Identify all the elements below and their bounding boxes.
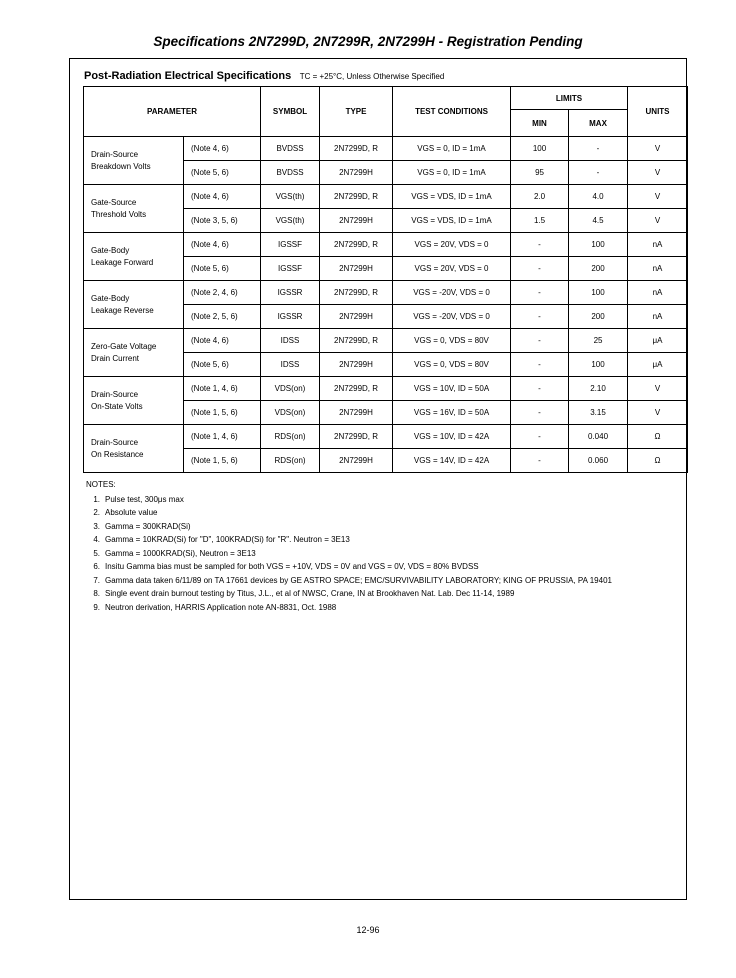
note-text: Neutron derivation, HARRIS Application note AN-8831, Oct. 1988: [105, 602, 337, 612]
units-cell: V: [628, 137, 688, 161]
parameter-name-line: Gate-Body: [91, 293, 130, 303]
type-cell: 2N7299D, R: [320, 185, 393, 209]
test-conditions-cell: VGS = 0, VDS = 80V: [393, 353, 511, 377]
symbol-cell: BVDSS: [261, 137, 320, 161]
max-cell: 100: [569, 233, 628, 257]
type-cell: 2N7299H: [320, 209, 393, 233]
notes-title: NOTES:: [86, 480, 116, 489]
type-cell: 2N7299D, R: [320, 233, 393, 257]
parameter-note: (Note 5, 6): [184, 353, 261, 377]
max-cell: -: [569, 161, 628, 185]
note-item: [86, 601, 685, 615]
header-units: UNITS: [628, 87, 688, 137]
note-text: Gamma = 1000KRAD(Si), Neutron = 3E13: [105, 548, 256, 558]
parameter-name-line: Zero-Gate Voltage: [91, 341, 157, 351]
symbol-cell: RDS(on): [261, 425, 320, 449]
max-cell: 4.5: [569, 209, 628, 233]
test-conditions-cell: VGS = 10V, ID = 50A: [393, 377, 511, 401]
type-cell: 2N7299H: [320, 449, 393, 473]
parameter-note: (Note 1, 4, 6): [184, 377, 261, 401]
note-number: 9.: [93, 602, 100, 612]
parameter-name: [84, 377, 184, 425]
parameter-name: [84, 233, 184, 281]
units-cell: μA: [628, 353, 688, 377]
type-cell: 2N7299D, R: [320, 329, 393, 353]
note-text: Absolute value: [105, 508, 158, 517]
note-item: [86, 533, 685, 547]
table-row: [84, 329, 688, 353]
parameter-name: [84, 185, 184, 233]
parameter-name-line: On Resistance: [91, 449, 144, 459]
note-text: Insitu Gamma bias must be sampled for both VGS = +10V, VDS = 0V and VGS = 0V, VDS = 80% BVDSS: [105, 562, 479, 571]
note-number: 5.: [93, 548, 100, 558]
parameter-name-line: Drain-Source: [91, 149, 139, 159]
test-conditions-cell: VGS = 14V, ID = 42A: [393, 449, 511, 473]
parameter-note: (Note 4, 6): [184, 137, 261, 161]
symbol-cell: VGS(th): [261, 209, 320, 233]
min-cell: -: [511, 233, 569, 257]
table-row: [84, 185, 688, 209]
min-cell: -: [511, 425, 569, 449]
min-cell: -: [511, 353, 569, 377]
header-test-conditions: TEST CONDITIONS: [393, 87, 511, 137]
symbol-cell: IGSSF: [261, 257, 320, 281]
max-cell: 0.060: [569, 449, 628, 473]
max-cell: -: [569, 137, 628, 161]
parameter-name-line: Leakage Forward: [91, 257, 154, 267]
note-number: 2.: [93, 508, 100, 517]
min-cell: -: [511, 401, 569, 425]
symbol-cell: IGSSR: [261, 281, 320, 305]
symbol-cell: IDSS: [261, 353, 320, 377]
note-item: [86, 493, 685, 507]
header-max: MAX: [569, 110, 628, 137]
units-cell: nA: [628, 257, 688, 281]
parameter-name-line: On-State Volts: [91, 401, 143, 411]
max-cell: 200: [569, 257, 628, 281]
note-number: 6.: [93, 562, 100, 571]
notes-list: [86, 493, 685, 615]
parameter-name-line: Leakage Reverse: [91, 305, 154, 315]
parameter-note: (Note 4, 6): [184, 329, 261, 353]
section-heading: [84, 66, 444, 84]
note-number: 7.: [93, 575, 100, 585]
table-row: [84, 281, 688, 305]
header-type: TYPE: [320, 87, 393, 137]
parameter-note: (Note 3, 5, 6): [184, 209, 261, 233]
symbol-cell: RDS(on): [261, 449, 320, 473]
note-number: 3.: [93, 521, 100, 531]
units-cell: nA: [628, 305, 688, 329]
note-item: [86, 560, 685, 574]
min-cell: -: [511, 281, 569, 305]
note-text: Gamma = 10KRAD(Si) for "D", 100KRAD(Si) for "R". Neutron = 3E13: [105, 535, 350, 544]
test-conditions-cell: VGS = -20V, VDS = 0: [393, 281, 511, 305]
max-cell: 4.0: [569, 185, 628, 209]
note-number: 8.: [93, 589, 100, 598]
test-conditions-cell: VGS = 0, ID = 1mA: [393, 137, 511, 161]
parameter-name-line: Gate-Source: [91, 197, 137, 207]
min-cell: 100: [511, 137, 569, 161]
units-cell: V: [628, 161, 688, 185]
parameter-note: (Note 5, 6): [184, 257, 261, 281]
type-cell: 2N7299H: [320, 353, 393, 377]
parameter-name-line: Drain Current: [91, 353, 140, 363]
type-cell: 2N7299D, R: [320, 137, 393, 161]
units-cell: V: [628, 209, 688, 233]
max-cell: 200: [569, 305, 628, 329]
symbol-cell: IGSSF: [261, 233, 320, 257]
parameter-note: (Note 4, 6): [184, 233, 261, 257]
test-conditions-cell: VGS = 0, VDS = 80V: [393, 329, 511, 353]
page-number: 12-96: [356, 925, 380, 935]
min-cell: -: [511, 257, 569, 281]
parameter-note: (Note 2, 4, 6): [184, 281, 261, 305]
min-cell: -: [511, 305, 569, 329]
table-row: [84, 377, 688, 401]
parameter-note: (Note 1, 5, 6): [184, 401, 261, 425]
note-text: Gamma data taken 6/11/89 on TA 17661 devices by GE ASTRO SPACE; EMC/SURVIVABILITY LABORATORY; KING OF PRUSSIA, PA 19401: [105, 575, 612, 585]
note-item: [86, 520, 685, 534]
header-parameter: PARAMETER: [84, 87, 261, 137]
note-number: 4.: [93, 535, 100, 544]
page-header-title: Specifications 2N7299D, 2N7299R, 2N7299H - Registration Pending: [153, 34, 583, 49]
note-item: [86, 547, 685, 561]
table-row: [84, 137, 688, 161]
units-cell: Ω: [628, 425, 688, 449]
table-row: [84, 233, 688, 257]
min-cell: -: [511, 449, 569, 473]
symbol-cell: VDS(on): [261, 401, 320, 425]
max-cell: 3.15: [569, 401, 628, 425]
spec-table: [83, 86, 688, 473]
units-cell: nA: [628, 281, 688, 305]
parameter-note: (Note 4, 6): [184, 185, 261, 209]
type-cell: 2N7299H: [320, 161, 393, 185]
notes-section: [86, 478, 685, 614]
parameter-note: (Note 5, 6): [184, 161, 261, 185]
note-item: [86, 574, 685, 588]
note-text: Pulse test, 300μs max: [105, 494, 184, 504]
header-symbol: SYMBOL: [261, 87, 320, 137]
min-cell: 2.0: [511, 185, 569, 209]
test-conditions-cell: VGS = 20V, VDS = 0: [393, 233, 511, 257]
parameter-note: (Note 2, 5, 6): [184, 305, 261, 329]
symbol-cell: VGS(th): [261, 185, 320, 209]
note-text: Gamma = 300KRAD(Si): [105, 521, 191, 531]
symbol-cell: VDS(on): [261, 377, 320, 401]
type-cell: 2N7299D, R: [320, 425, 393, 449]
min-cell: -: [511, 377, 569, 401]
test-conditions-cell: VGS = -20V, VDS = 0: [393, 305, 511, 329]
note-item: [86, 506, 685, 520]
units-cell: V: [628, 401, 688, 425]
header-min: MIN: [511, 110, 569, 137]
max-cell: 100: [569, 353, 628, 377]
test-conditions-cell: VGS = 0, ID = 1mA: [393, 161, 511, 185]
parameter-name: [84, 425, 184, 473]
units-cell: V: [628, 185, 688, 209]
test-conditions-cell: VGS = 20V, VDS = 0: [393, 257, 511, 281]
type-cell: 2N7299D, R: [320, 281, 393, 305]
parameter-name-line: Drain-Source: [91, 437, 139, 447]
min-cell: -: [511, 329, 569, 353]
max-cell: 25: [569, 329, 628, 353]
parameter-name-line: Gate-Body: [91, 245, 130, 255]
type-cell: 2N7299H: [320, 257, 393, 281]
test-conditions-cell: VGS = VDS, ID = 1mA: [393, 209, 511, 233]
type-cell: 2N7299D, R: [320, 377, 393, 401]
spec-table-body: [84, 137, 688, 473]
max-cell: 100: [569, 281, 628, 305]
units-cell: μA: [628, 329, 688, 353]
max-cell: 0.040: [569, 425, 628, 449]
symbol-cell: IGSSR: [261, 305, 320, 329]
parameter-name: [84, 281, 184, 329]
parameter-name-line: Threshold Volts: [91, 209, 147, 219]
parameter-name: [84, 329, 184, 377]
type-cell: 2N7299H: [320, 401, 393, 425]
test-conditions-cell: VGS = 10V, ID = 42A: [393, 425, 511, 449]
test-conditions-cell: VGS = VDS, ID = 1mA: [393, 185, 511, 209]
parameter-note: (Note 1, 4, 6): [184, 425, 261, 449]
type-cell: 2N7299H: [320, 305, 393, 329]
parameter-name: [84, 137, 184, 185]
section-subtitle: TC = +25°C, Unless Otherwise Specified: [299, 72, 445, 81]
symbol-cell: BVDSS: [261, 161, 320, 185]
units-cell: Ω: [628, 449, 688, 473]
min-cell: 1.5: [511, 209, 569, 233]
note-text: Single event drain burnout testing by Titus, J.L., et al of NWSC, Crane, IN at Brookhaven Nat. Lab. Dec 11-14, 1989: [105, 589, 515, 598]
units-cell: nA: [628, 233, 688, 257]
symbol-cell: IDSS: [261, 329, 320, 353]
units-cell: V: [628, 377, 688, 401]
test-conditions-cell: VGS = 16V, ID = 50A: [393, 401, 511, 425]
parameter-note: (Note 1, 5, 6): [184, 449, 261, 473]
parameter-name-line: Drain-Source: [91, 389, 139, 399]
section-title: Post-Radiation Electrical Specifications: [84, 70, 292, 82]
min-cell: 95: [511, 161, 569, 185]
note-number: 1.: [93, 494, 100, 504]
note-item: [86, 587, 685, 601]
max-cell: 2.10: [569, 377, 628, 401]
parameter-name-line: Breakdown Volts: [91, 161, 151, 171]
table-row: [84, 425, 688, 449]
header-limits: LIMITS: [511, 87, 628, 110]
